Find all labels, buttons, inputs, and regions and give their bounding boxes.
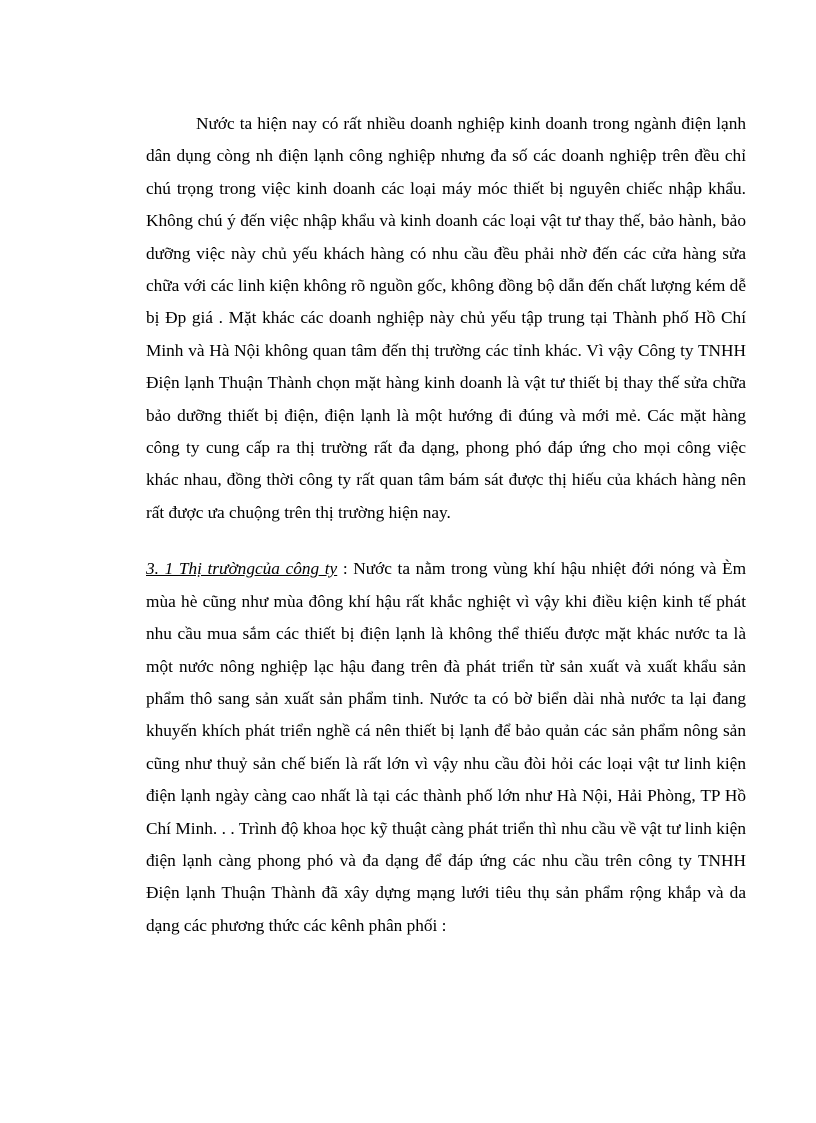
market-section-body: Nước ta nằm trong vùng khí hậu nhiệt đới nóng và Èm mùa hè cũng như mùa đông khí hậu rất khắc nghiệt vì vậy khi điều kiện kinh tế phát nhu cầu mua sắm các thiết bị điện lạnh là không thể thiếu được mặt khác nước ta là một nước nông nghiệp lạc hậu đang trên đà phát triển từ sản xuất và xuất khẩu sản phẩm thô sang sản xuất sản phẩm tinh. Nước ta có bờ biển dài nhà nước ta lại đang khuyến khích phát triển nghề cá nên thiết bị lạnh để bảo quản các sản phẩm nông sản cũng như thuỷ sản chế biến là rất lớn vì vậy nhu cầu đòi hỏi các loại vật tư linh kiện điện lạnh ngày càng cao nhất là tại các thành phố lớn như Hà Nội, Hải Phòng, TP Hồ Chí Minh. . . Trình độ khoa học kỹ thuật càng phát triển thì nhu cầu về vật tư linh kiện điện lạnh càng phong phó và đa dạng để đáp ứng các nhu cầu trên công ty TNHH Điện lạnh Thuận Thành đã xây dựng mạng lưới tiêu thụ sản phẩm rộng khắp và da dạng các phương thức các kênh phân phối : <box>146 559 747 935</box>
heading-separator: : <box>337 559 354 579</box>
market-section-paragraph <box>146 553 746 942</box>
document-page <box>146 108 746 942</box>
section-heading: 3. 1 Thị trườngcủa công ty <box>146 559 338 579</box>
paragraph-spacer <box>146 529 746 553</box>
intro-paragraph: Nước ta hiện nay có rất nhiều doanh nghiệp kinh doanh trong ngành điện lạnh dân dụng còng nh điện lạnh công nghiệp nhưng đa số các doanh nghiệp trên đều chỉ chú trọng trong việc kinh doanh các loại máy móc thiết bị nguyên chiếc nhập khẩu. Không chú ý đến việc nhập khẩu và kinh doanh các loại vật tư thay thế, bảo hành, bảo dưỡng việc này chủ yếu khách hàng có nhu cầu đều phải nhờ đến các cửa hàng sửa chữa với các linh kiện không rõ nguồn gốc, không đồng bộ dẫn đến chất lượng kém dễ bị Đp giá . Mặt khác các doanh nghiệp này chủ yếu tập trung tại Thành phố Hồ Chí Minh và Hà Nội không quan tâm đến thị trường các tỉnh khác. Vì vậy Công ty TNHH Điện lạnh Thuận Thành chọn mặt hàng kinh doanh là vật tư thiết bị thay thế sửa chữa bảo dưỡng thiết bị điện, điện lạnh là một hướng đi đúng và mới mẻ. Các mặt hàng công ty cung cấp ra thị trường rất đa dạng, phong phó đáp ứng cho mọi công việc khác nhau, đồng thời công ty rất quan tâm bám sát được thị hiếu của khách hàng nên rất được ưa chuộng trên thị trường hiện nay. <box>146 114 746 522</box>
